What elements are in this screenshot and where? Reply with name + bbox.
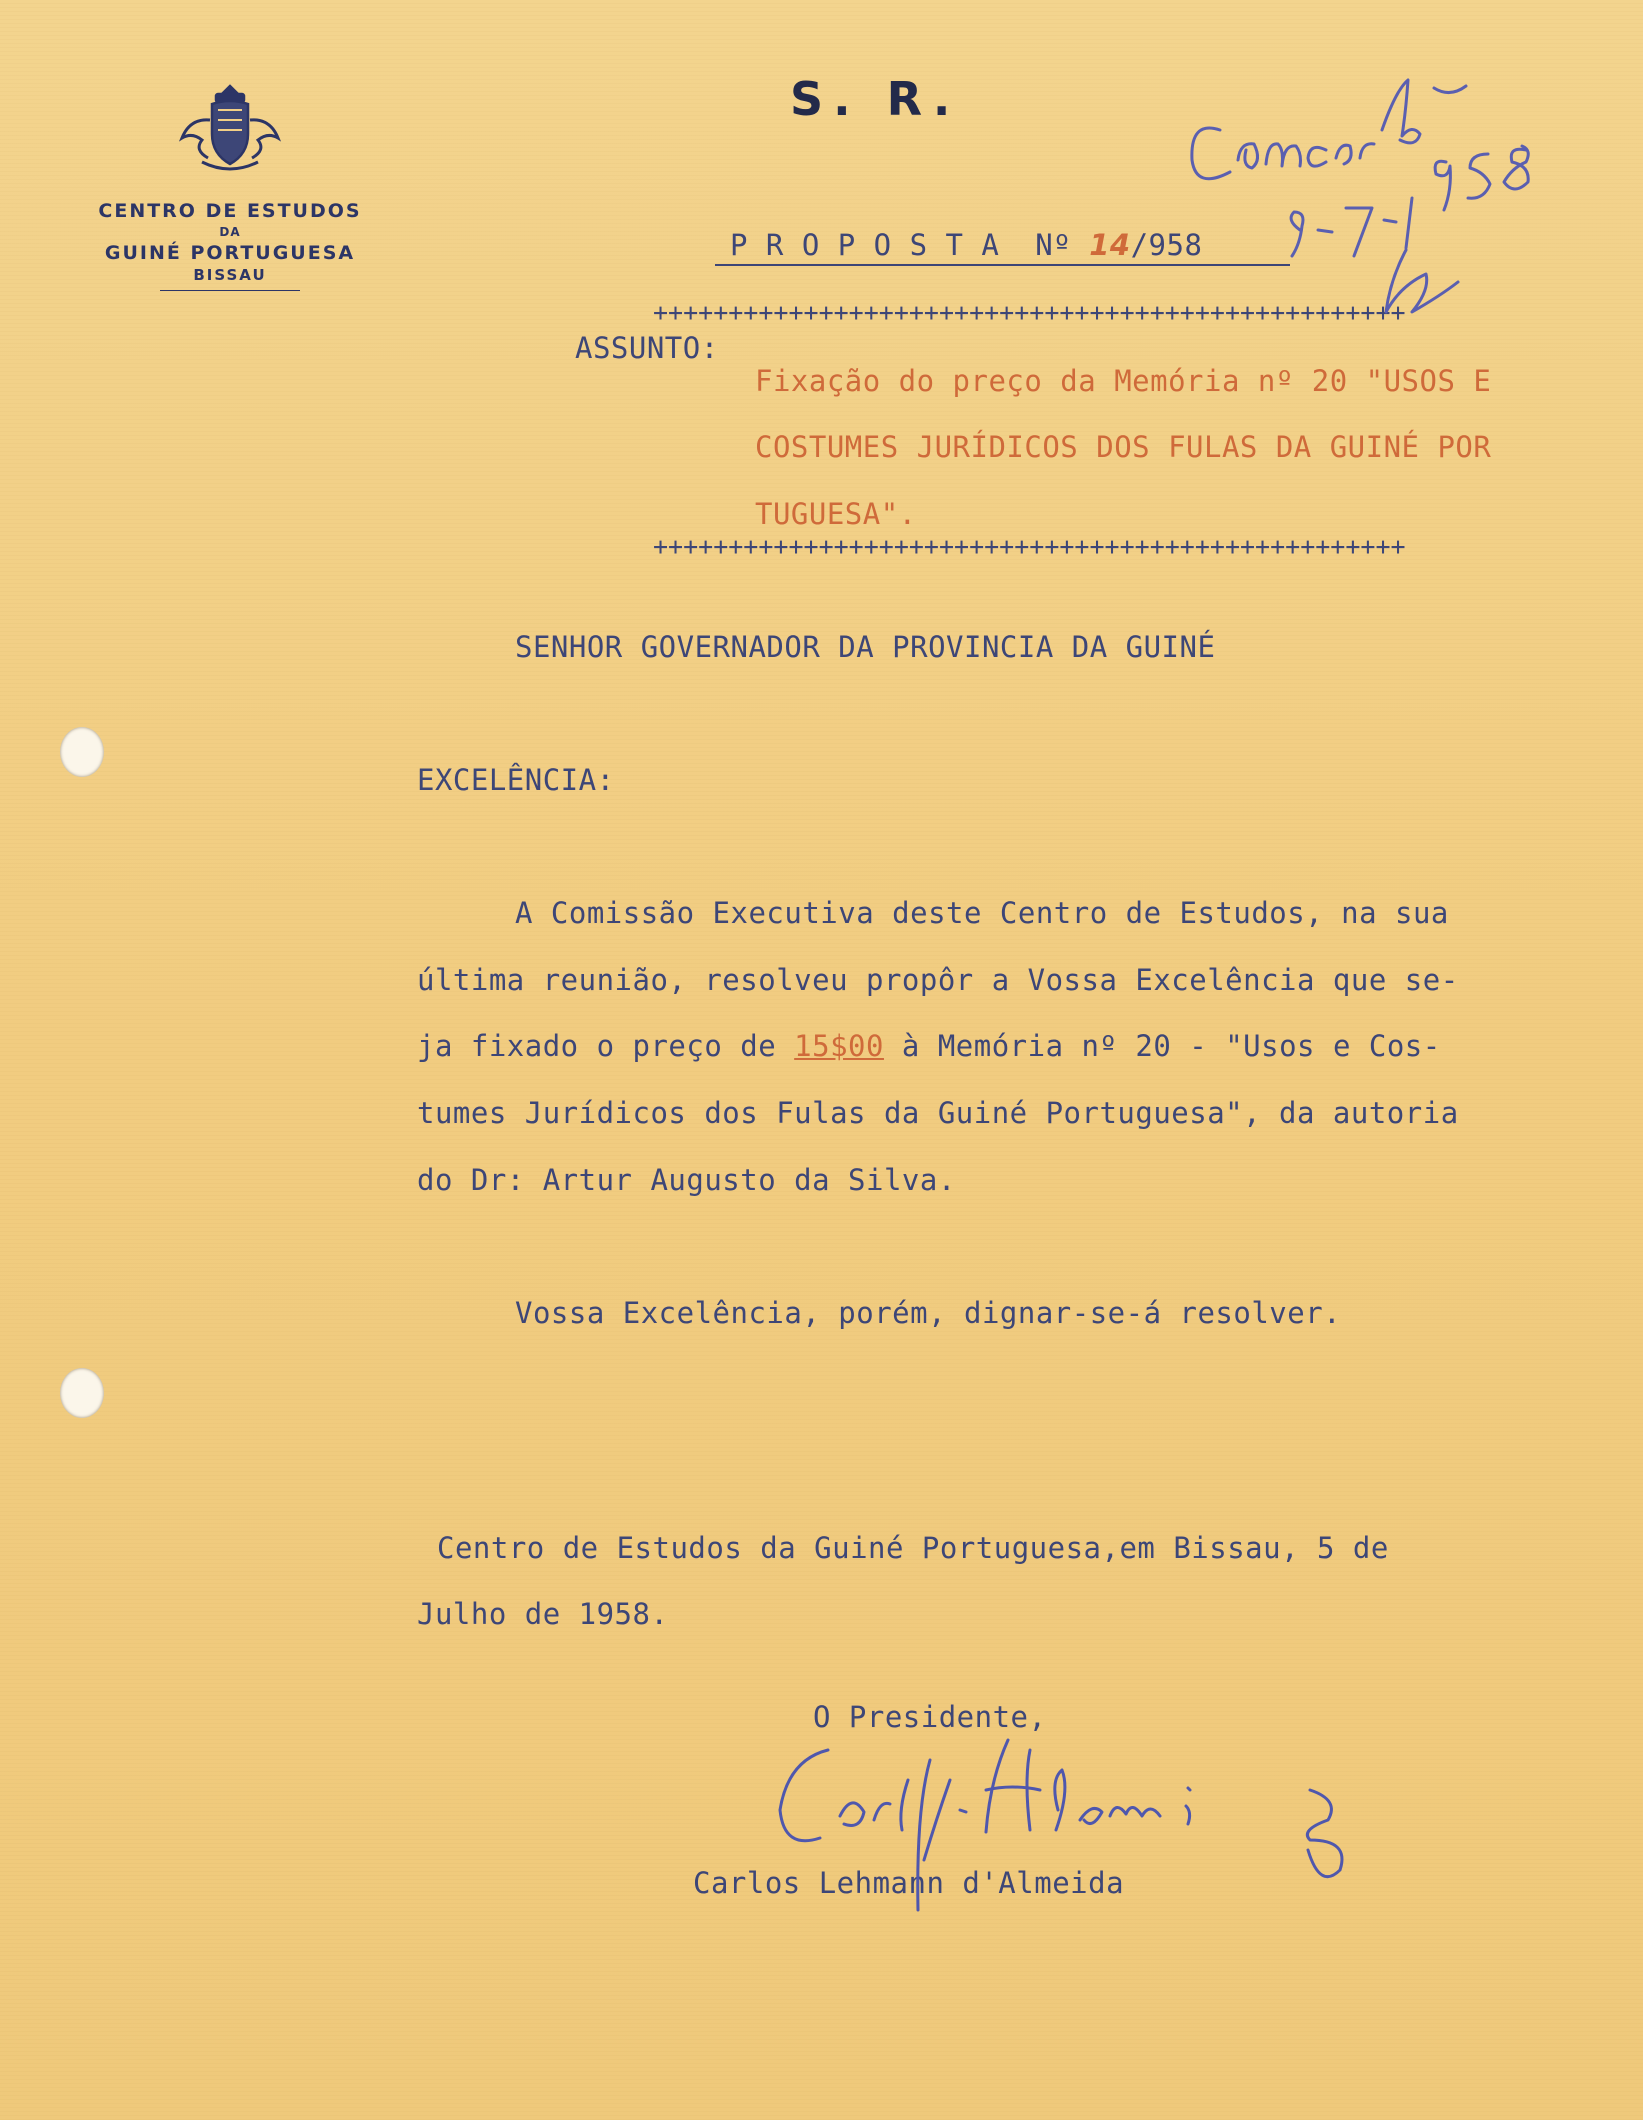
subject-label: ASSUNTO: <box>575 331 719 365</box>
president-signature <box>740 1720 1400 1910</box>
separator-bottom: ++++++++++++++++++++++++++++++++++++++++++++++++++ <box>653 532 1406 561</box>
body-line-4: tumes Jurídicos dos Fulas da Guiné Portuguesa", da autoria <box>417 1096 1459 1130</box>
place-date-line-1: Centro de Estudos da Guiné Portuguesa,em Bissau, 5 de <box>437 1531 1389 1565</box>
proposal-label: P R O P O S T A Nº <box>730 228 1090 262</box>
proposal-number: 14 <box>1089 228 1131 262</box>
body-line-2: última reunião, resolveu propôr a Vossa Excelência que se- <box>417 963 1459 997</box>
crest-emblem-icon <box>172 80 288 176</box>
addressee: SENHOR GOVERNADOR DA PROVINCIA DA GUINÉ <box>515 630 1216 664</box>
subject-line-3: TUGUESA". <box>755 497 917 531</box>
separator-top: ++++++++++++++++++++++++++++++++++++++++++++++++++ <box>653 298 1406 327</box>
proposal-heading <box>730 228 1202 262</box>
body-line-3 <box>417 1029 1441 1063</box>
binder-hole-bottom <box>60 1368 104 1418</box>
letterhead-line-2: DA <box>219 225 241 239</box>
signatory-name: Carlos Lehmann d'Almeida <box>693 1866 1125 1900</box>
proposal-year: /958 <box>1130 228 1203 262</box>
letterhead <box>60 200 400 291</box>
binder-hole-top <box>60 727 104 777</box>
letterhead-line-1: CENTRO DE ESTUDOS <box>98 200 362 222</box>
place-date-line-2: Julho de 1958. <box>417 1597 669 1631</box>
subject-line-2: COSTUMES JURÍDICOS DOS FULAS DA GUINÉ POR <box>755 430 1492 464</box>
salutation: EXCELÊNCIA: <box>417 763 615 797</box>
letterhead-line-4: BISSAU <box>193 266 267 284</box>
body-line-1: A Comissão Executiva deste Centro de Estudos, na sua <box>515 896 1449 930</box>
letterhead-rule <box>160 290 300 291</box>
letterhead-line-3: GUINÉ PORTUGUESA <box>104 242 356 264</box>
signatory-title: O Presidente, <box>813 1700 1047 1734</box>
price-value: 15$00 <box>794 1029 884 1063</box>
body-line-3-end: à Memória nº 20 - "Usos e Cos- <box>883 1029 1441 1063</box>
header-mark: S. R. <box>790 72 961 126</box>
closing-line: Vossa Excelência, porém, dignar-se-á resolver. <box>515 1296 1342 1330</box>
handwritten-approval-note <box>1150 50 1610 350</box>
body-line-5: do Dr: Artur Augusto da Silva. <box>417 1163 956 1197</box>
body-line-3-start: ja fixado o preço de <box>417 1029 795 1063</box>
subject-line-1: Fixação do preço da Memória nº 20 "USOS E <box>755 364 1492 398</box>
